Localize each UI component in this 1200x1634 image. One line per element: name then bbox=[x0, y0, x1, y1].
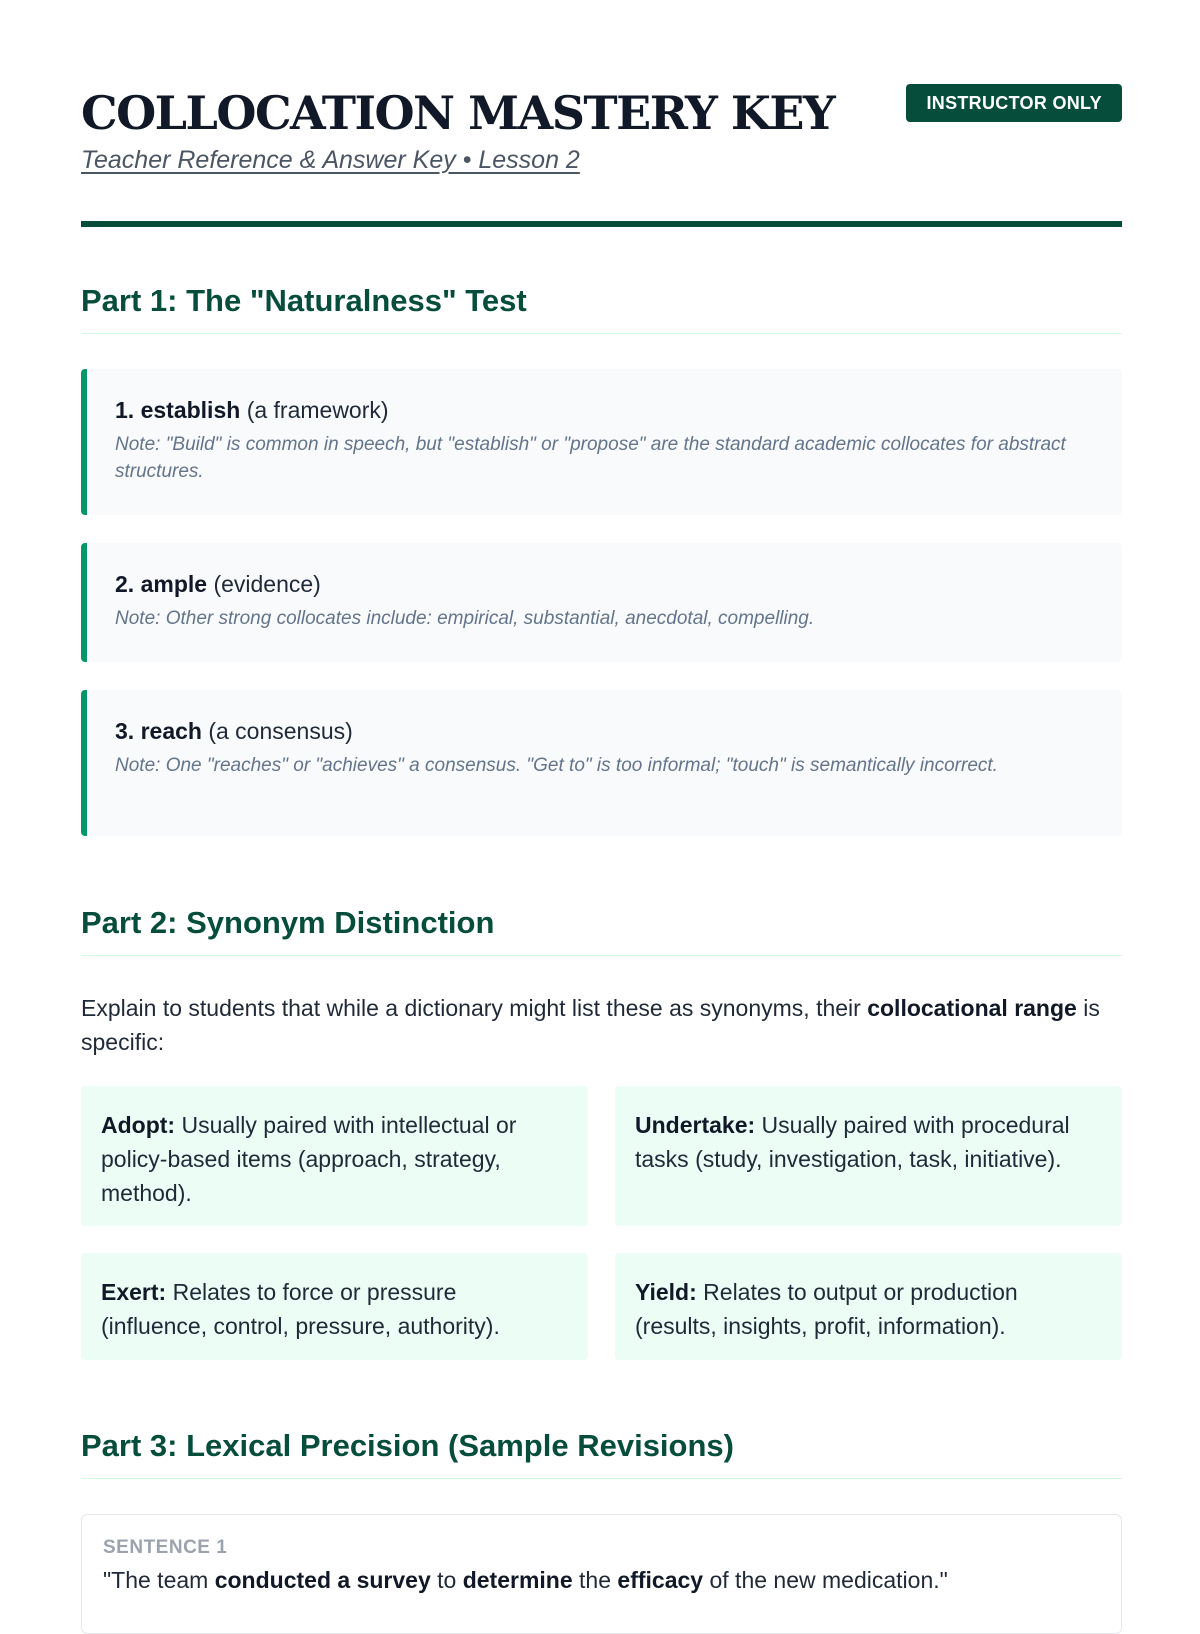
sentence-fragment: to bbox=[437, 1567, 457, 1593]
answer-number: 3. bbox=[115, 718, 135, 744]
synonym-description: Relates to force or pressure (influence, control, pressure, authority). bbox=[101, 1279, 500, 1339]
answer-card-3 bbox=[81, 690, 1122, 836]
synonym-description: Usually paired with intellectual or policy-based items (approach, strategy, method). bbox=[101, 1112, 517, 1206]
synonym-term: Adopt: bbox=[101, 1112, 176, 1138]
part2-intro bbox=[81, 991, 1122, 1059]
answer-card-2 bbox=[81, 543, 1122, 662]
page-header bbox=[81, 80, 1122, 226]
synonym-card-undertake bbox=[615, 1086, 1122, 1226]
part1-title: Part 1: The "Naturalness" Test bbox=[81, 283, 1122, 334]
answer-context: (evidence) bbox=[213, 571, 321, 597]
synonym-term: Undertake: bbox=[635, 1112, 756, 1138]
answer-note: Note: "Build" is common in speech, but "establish" or "propose" are the standard academic collocates for abstract structures. bbox=[115, 434, 1066, 482]
sentence-text bbox=[103, 1567, 1100, 1594]
part3-title: Part 3: Lexical Precision (Sample Revisions) bbox=[81, 1428, 1122, 1479]
synonym-card-adopt bbox=[81, 1086, 588, 1226]
part2-title: Part 2: Synonym Distinction bbox=[81, 905, 1122, 956]
answer-heading bbox=[115, 569, 1092, 599]
sentence-collocation: efficacy bbox=[617, 1567, 704, 1593]
answer-term: ample bbox=[140, 571, 208, 597]
answer-term: reach bbox=[140, 718, 202, 744]
sentence-fragment: "The team bbox=[103, 1567, 209, 1593]
answer-context: (a framework) bbox=[246, 397, 389, 423]
answer-card-1 bbox=[81, 369, 1122, 515]
intro-text: Explain to students that while a dictionary might list these as synonyms, their bbox=[81, 995, 861, 1021]
synonym-card-yield bbox=[615, 1253, 1122, 1360]
sentence-fragment: the bbox=[579, 1567, 612, 1593]
answer-context: (a consensus) bbox=[208, 718, 353, 744]
synonym-term: Yield: bbox=[635, 1279, 697, 1305]
answer-heading bbox=[115, 716, 1092, 746]
answer-term: establish bbox=[140, 397, 241, 423]
page-subtitle: Teacher Reference & Answer Key • Lesson 2 bbox=[81, 146, 580, 174]
answer-number: 1. bbox=[115, 397, 135, 423]
sentence-label: SENTENCE 1 bbox=[103, 1537, 228, 1558]
intro-text-end: is specific: bbox=[81, 995, 1100, 1055]
answer-number: 2. bbox=[115, 571, 135, 597]
sentence-collocation: determine bbox=[462, 1567, 573, 1593]
answer-heading bbox=[115, 395, 1092, 425]
sentence-collocation: conducted a survey bbox=[214, 1567, 431, 1593]
sentence-fragment: of the new medication." bbox=[709, 1567, 948, 1593]
page-title: COLLOCATION MASTERY KEY bbox=[81, 86, 835, 140]
synonym-term: Exert: bbox=[101, 1279, 167, 1305]
instructor-only-badge: INSTRUCTOR ONLY bbox=[906, 84, 1122, 122]
synonym-description: Relates to output or production (results, insights, profit, information). bbox=[635, 1279, 1018, 1339]
header-divider bbox=[81, 221, 1122, 227]
answer-note: Note: One "reaches" or "achieves" a consensus. "Get to" is too informal; "touch" is semantically incorrect. bbox=[115, 755, 998, 776]
intro-emphasis: collocational range bbox=[867, 995, 1077, 1021]
synonym-card-exert bbox=[81, 1253, 588, 1360]
sentence-card-1 bbox=[81, 1514, 1122, 1634]
answer-note: Note: Other strong collocates include: empirical, substantial, anecdotal, compelling. bbox=[115, 608, 815, 629]
synonym-description: Usually paired with procedural tasks (study, investigation, task, initiative). bbox=[635, 1112, 1070, 1172]
